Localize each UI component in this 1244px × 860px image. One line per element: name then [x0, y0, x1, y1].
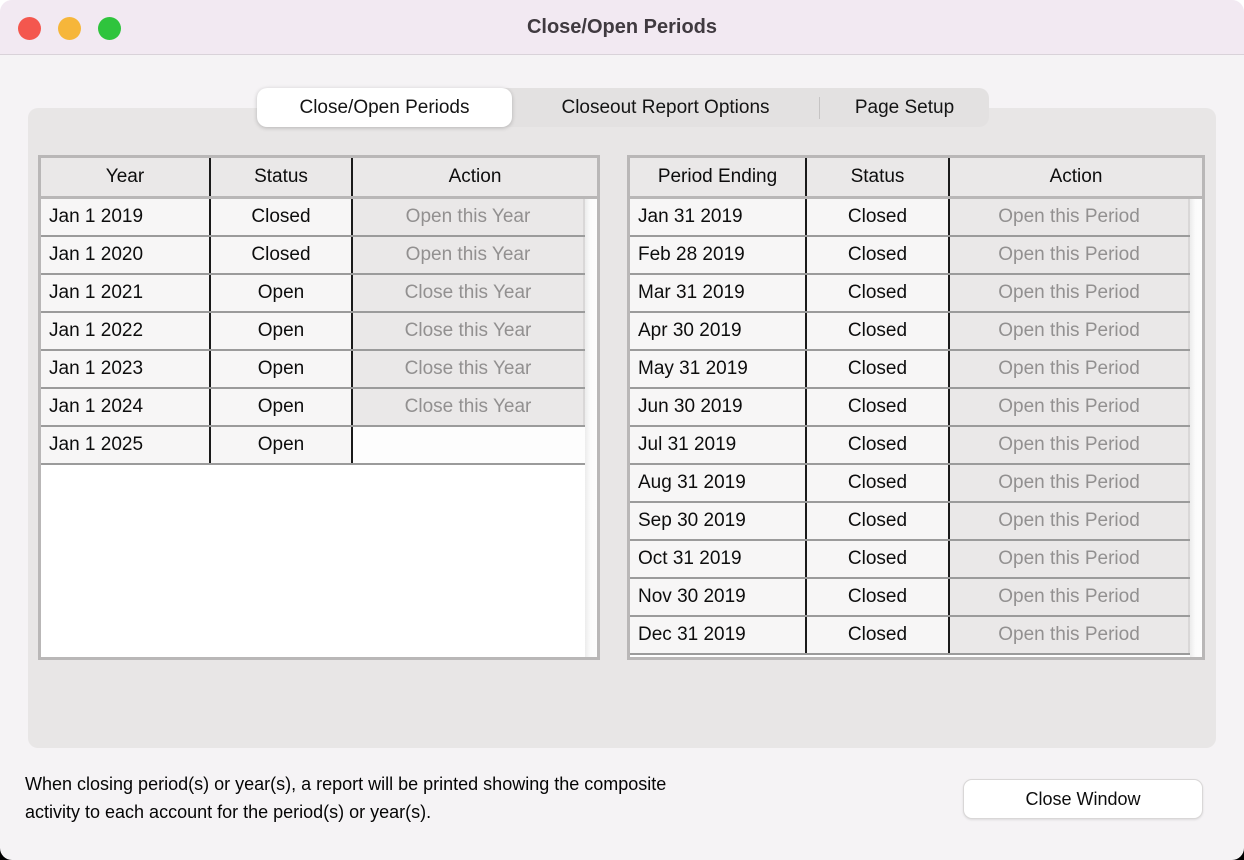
table-row	[630, 579, 1202, 617]
date-cell: Jan 1 2020	[41, 237, 211, 273]
column-header-year: Year	[41, 158, 211, 196]
action-cell	[950, 389, 1202, 425]
status-cell: Open	[211, 351, 353, 387]
action-cell	[353, 313, 597, 349]
table-row	[630, 313, 1202, 351]
action-cell	[353, 199, 597, 235]
status-cell: Closed	[807, 503, 950, 539]
date-cell: May 31 2019	[630, 351, 807, 387]
footer-note-line-2: activity to each account for the period(s) or year(s).	[25, 802, 432, 822]
action-cell	[950, 617, 1202, 653]
column-header-action: Action	[448, 166, 502, 187]
date-cell: Apr 30 2019	[630, 313, 807, 349]
status-cell: Open	[211, 275, 353, 311]
table-row	[41, 389, 597, 427]
status-cell: Closed	[807, 465, 950, 501]
date-cell: Jan 31 2019	[630, 199, 807, 235]
status-cell: Closed	[807, 617, 950, 653]
years-table-header	[41, 158, 597, 199]
date-cell: Jan 1 2025	[41, 427, 211, 463]
status-cell: Closed	[211, 199, 353, 235]
action-cell	[950, 199, 1202, 235]
minimize-icon[interactable]	[58, 17, 81, 40]
action-cell	[950, 579, 1202, 615]
periods-scrollbar-track[interactable]	[1190, 199, 1202, 657]
table-row	[630, 465, 1202, 503]
status-cell: Closed	[807, 389, 950, 425]
date-cell: Jul 31 2019	[630, 427, 807, 463]
date-cell: Feb 28 2019	[630, 237, 807, 273]
table-row	[630, 237, 1202, 275]
status-cell: Closed	[807, 427, 950, 463]
years-scrollbar-track[interactable]	[585, 199, 597, 657]
status-cell: Closed	[807, 579, 950, 615]
period-action-button[interactable]: Open this Period	[950, 351, 1190, 387]
table-row	[41, 199, 597, 237]
traffic-lights	[18, 17, 121, 40]
status-cell: Open	[211, 427, 353, 463]
table-row	[630, 617, 1202, 655]
action-cell	[353, 351, 597, 387]
years-table	[38, 155, 600, 660]
year-action-button[interactable]: Close this Year	[353, 275, 585, 311]
action-cell	[950, 313, 1202, 349]
action-cell	[353, 275, 597, 311]
date-cell: Sep 30 2019	[630, 503, 807, 539]
status-cell: Closed	[807, 313, 950, 349]
period-action-button[interactable]: Open this Period	[950, 389, 1190, 425]
status-cell: Closed	[807, 275, 950, 311]
column-header-action: Action	[1049, 166, 1103, 187]
date-cell: Jan 1 2019	[41, 199, 211, 235]
status-cell: Closed	[211, 237, 353, 273]
date-cell: Mar 31 2019	[630, 275, 807, 311]
periods-table-body	[630, 199, 1202, 657]
action-cell-empty	[353, 427, 597, 463]
status-cell: Closed	[807, 237, 950, 273]
period-action-button[interactable]: Open this Period	[950, 579, 1190, 615]
period-action-button[interactable]: Open this Period	[950, 617, 1190, 653]
date-cell: Jan 1 2021	[41, 275, 211, 311]
period-action-button[interactable]: Open this Period	[950, 275, 1190, 311]
table-row	[630, 503, 1202, 541]
periods-table	[627, 155, 1205, 660]
action-cell	[950, 275, 1202, 311]
column-header-status: Status	[211, 158, 353, 196]
table-row	[630, 427, 1202, 465]
column-header-status: Status	[807, 158, 950, 196]
period-action-button[interactable]: Open this Period	[950, 465, 1190, 501]
tab-bar	[257, 88, 989, 127]
year-action-button[interactable]: Close this Year	[353, 389, 585, 425]
date-cell: Jan 1 2022	[41, 313, 211, 349]
action-cell	[950, 427, 1202, 463]
action-cell	[950, 503, 1202, 539]
table-row	[630, 275, 1202, 313]
table-row	[41, 351, 597, 389]
year-action-button[interactable]: Open this Year	[353, 237, 585, 273]
action-cell	[950, 465, 1202, 501]
date-cell: Aug 31 2019	[630, 465, 807, 501]
zoom-icon[interactable]	[98, 17, 121, 40]
date-cell: Jun 30 2019	[630, 389, 807, 425]
period-action-button[interactable]: Open this Period	[950, 237, 1190, 273]
action-cell	[950, 351, 1202, 387]
titlebar	[0, 0, 1244, 55]
table-row	[41, 237, 597, 275]
close-icon[interactable]	[18, 17, 41, 40]
status-cell: Closed	[807, 541, 950, 577]
column-header-period-ending: Period Ending	[630, 158, 807, 196]
footer-note-line-1: When closing period(s) or year(s), a report will be printed showing the composite	[25, 774, 667, 794]
year-action-button[interactable]: Close this Year	[353, 351, 585, 387]
table-row	[630, 351, 1202, 389]
period-action-button[interactable]: Open this Period	[950, 427, 1190, 463]
action-cell	[950, 541, 1202, 577]
period-action-button[interactable]: Open this Period	[950, 541, 1190, 577]
periods-table-header	[630, 158, 1202, 199]
table-row	[41, 275, 597, 313]
content-panel	[28, 108, 1216, 748]
period-action-button[interactable]: Open this Period	[950, 503, 1190, 539]
table-row	[630, 199, 1202, 237]
status-cell: Open	[211, 389, 353, 425]
status-cell: Closed	[807, 199, 950, 235]
tab-closeout-report-options[interactable]: Closeout Report Options	[561, 96, 770, 118]
status-cell: Open	[211, 313, 353, 349]
date-cell: Jan 1 2024	[41, 389, 211, 425]
date-cell: Jan 1 2023	[41, 351, 211, 387]
year-action-button[interactable]: Close this Year	[353, 313, 585, 349]
date-cell: Nov 30 2019	[630, 579, 807, 615]
period-action-button[interactable]: Open this Period	[950, 199, 1190, 235]
action-cell	[353, 389, 597, 425]
years-table-body	[41, 199, 597, 657]
table-row	[41, 313, 597, 351]
tab-page-setup[interactable]: Page Setup	[854, 96, 955, 118]
period-action-button[interactable]: Open this Period	[950, 313, 1190, 349]
table-row	[41, 427, 597, 465]
table-row	[630, 541, 1202, 579]
status-cell: Closed	[807, 351, 950, 387]
date-cell: Dec 31 2019	[630, 617, 807, 653]
table-row	[630, 389, 1202, 427]
action-cell	[950, 237, 1202, 273]
tab-close-open-periods[interactable]: Close/Open Periods	[257, 88, 512, 127]
close-window-button[interactable]: Close Window	[963, 779, 1203, 819]
year-action-button[interactable]: Open this Year	[353, 199, 585, 235]
footer-note	[25, 770, 945, 826]
action-cell	[353, 237, 597, 273]
window-title: Close/Open Periods	[526, 16, 718, 38]
date-cell: Oct 31 2019	[630, 541, 807, 577]
